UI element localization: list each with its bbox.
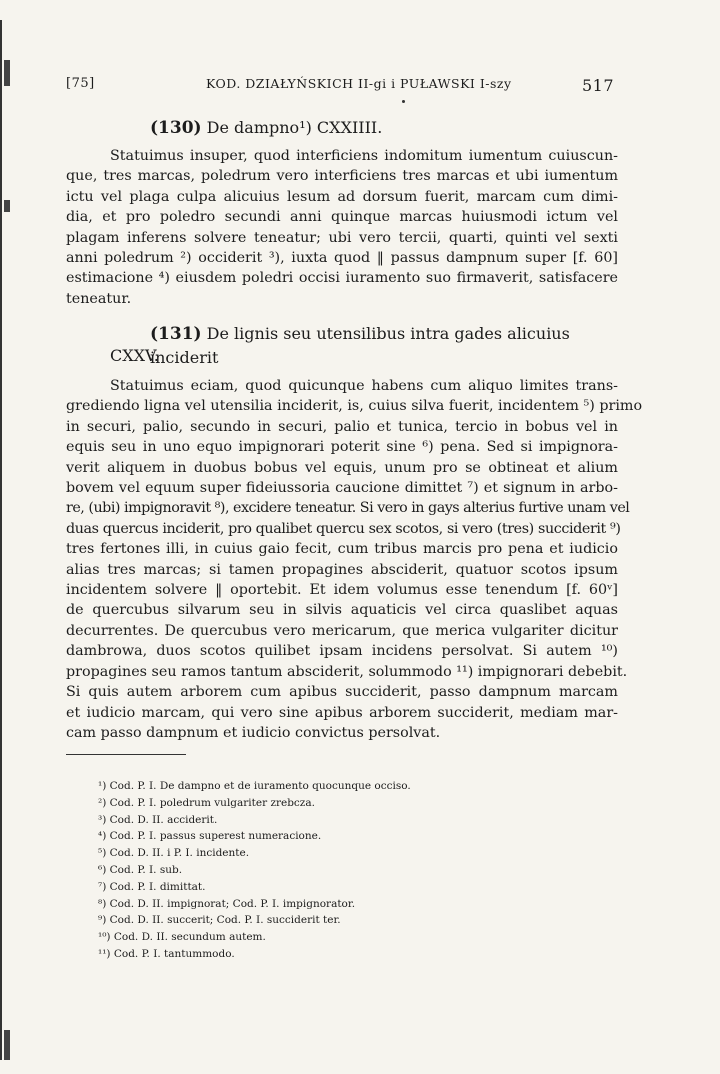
text-line: teneatur. [66,290,132,307]
footnote: ⁷) Cod. P. I. dimittat. [98,880,206,893]
footnote-divider [66,754,186,755]
text-line: dambrowa, duos scotos quilibet ipsam incidens persolvat. Si autem ¹⁰) [66,643,618,660]
text-line: in securi, palio, secundo in securi, palio et tunica, tercio in bobus vel in [66,418,618,435]
header-dot [402,100,405,103]
running-title: KOD. DZIAŁYŃSKICH II-gi i PUŁAWSKI I-szy [206,76,512,91]
text-line: cam passo dampnum et iudicio convictus persolvat. [66,724,441,741]
section-131-paragraph [66,376,643,743]
page-number: 517 [581,76,614,95]
text-line: anni poledrum ²) occiderit ³), iuxta quod ‖ passus dampnum super [f. 60] [66,250,618,267]
archive-page-number: [75] [66,76,95,91]
text-line: estimacione ⁴) eiusdem poledri occisi iuramento suo firmaverit, satisfacere [66,270,618,287]
text-line: decurrentes. De quercubus vero mericarum, que merica vulgariter dicitur [66,622,618,639]
running-head [66,72,626,98]
section-130-heading [150,116,382,140]
footnote: ¹⁰) Cod. D. II. secundum autem. [98,931,266,944]
footnote: ¹) Cod. P. I. De dampno et de iuramento quocunque occiso. [98,780,411,792]
text-line: incidentem solvere ‖ oportebit. Et idem volumus esse tenendum [f. 60ᵛ] [66,582,618,599]
section-131-heading-cont [110,344,159,368]
text-line: dia, et pro poledro secundi anni quinque marcas huiusmodi ictum vel [66,209,618,226]
section-title-continued: CXXV. [110,346,159,365]
text-line: duas quercus inciderit, pro qualibet quercu sex scotos, si vero (tres) succiderit ⁹) [66,520,621,537]
section-title: De dampno¹) CXXIIII. [206,118,383,137]
section-title: De lignis seu utensilibus intra gades alicuius inciderit [150,324,570,367]
text-line: plagam inferens solvere teneatur; ubi vero tercii, quarti, quinti vel sexti [66,229,618,246]
binding-edge [0,20,12,1060]
section-131-heading [150,322,620,370]
footnote: ²) Cod. P. I. poledrum vulgariter zrebcza. [98,796,315,809]
footnote: ⁹) Cod. D. II. succerit; Cod. P. I. succiderit ter. [98,914,341,927]
text-line: Si quis autem arborem cum apibus succiderit, passo dampnum marcam [66,684,618,701]
text-line: equis seu in uno equo impignorari poterit sine ⁶) pena. Sed si impignora- [66,439,618,456]
text-line: Statuimus insuper, quod interficiens indomitum iumentum cuiuscun- [110,148,618,164]
text-line: bovem vel equum super fideiussoria caucione dimittet ⁷) et signum in arbo- [66,480,618,497]
footnote: ³) Cod. D. II. acciderit. [98,813,218,826]
text-line: Statuimus eciam, quod quicunque habens cum aliquo limites trans- [110,378,618,394]
footnote: ⁴) Cod. P. I. passus superest numeracione. [98,830,322,843]
text-line: que, tres marcas, poledrum vero interficiens tres marcas et ubi iumentum [66,168,618,185]
footnote: ⁶) Cod. P. I. sub. [98,863,183,876]
text-line: et iudicio marcam, qui vero sine apibus arborem succiderit, mediam mar- [66,704,618,721]
text-line: de quercubus silvarum seu in silvis aquaticis vel circa quaslibet aquas [66,602,618,619]
text-line: propagines seu ramos tantum absciderit, solummodo ¹¹) impignorari debebit. [66,663,628,680]
footnotes [98,778,518,963]
text-line: tres fertones illi, in cuius gaio fecit, cum tribus marcis pro pena et iudicio [66,541,618,558]
text-line: re, (ubi) impignoravit ⁸), excidere teneatur. Si vero in gays alterius furtive unam vel [66,500,630,517]
footnote: ⁵) Cod. D. II. i P. I. incidente. [98,847,250,860]
text-line: ictu vel plaga culpa alicuius lesum ad dorsum fuerit, marcam cum dimi- [66,188,618,205]
text-line: alias tres marcas; si tamen propagines absciderit, quatuor scotos ipsum [66,561,618,578]
footnote: ¹¹) Cod. P. I. tantummodo. [98,947,235,960]
text-line: verit aliquem in duobus bobus vel equis, unum pro se obtineat et alium [66,459,618,476]
section-number: (130) [150,118,202,138]
section-number: (131) [150,324,202,344]
section-130-paragraph [66,146,618,309]
footnote: ⁸) Cod. D. II. impignorat; Cod. P. I. impignorator. [98,897,356,910]
text-line: grediendo ligna vel utensilia inciderit, is, cuius silva fuerit, incidentem ⁵) primo [66,398,643,415]
